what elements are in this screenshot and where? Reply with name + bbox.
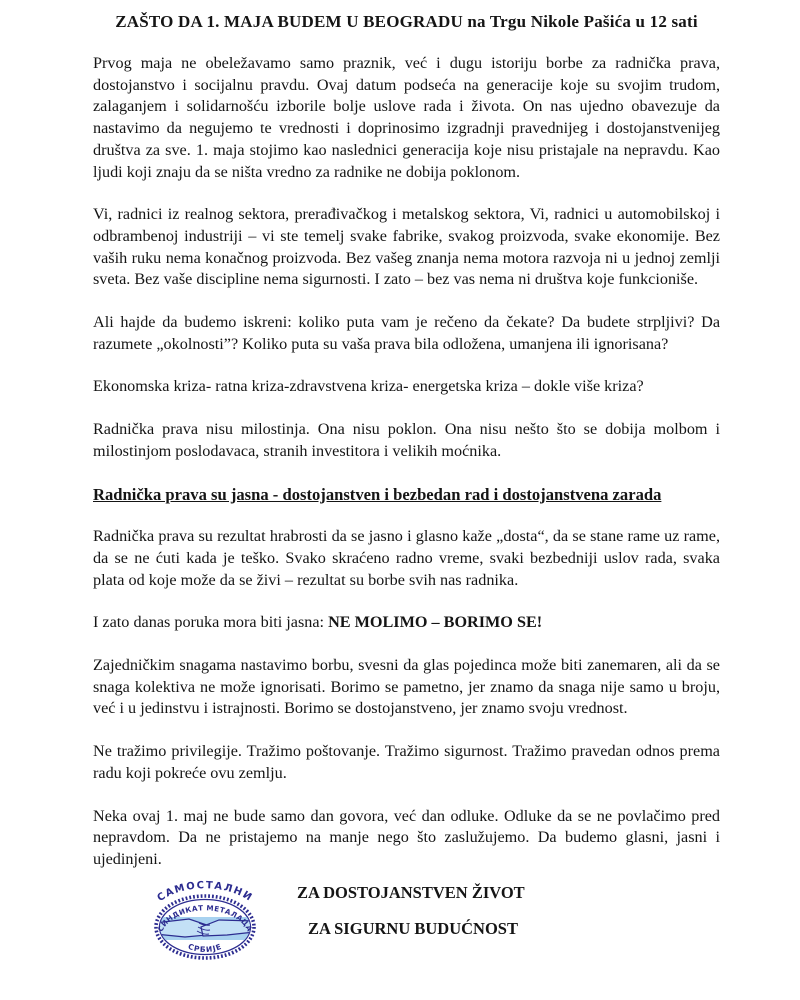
document-title: ZAŠTO DA 1. MAJA BUDEM U BEOGRADU na Trgu Nikole Pašića u 12 sati <box>115 12 698 31</box>
seal-text-middle: СИНДИКАТ МЕТАЛАЦА <box>155 902 255 933</box>
paragraph-rights-not-charity: Radnička prava nisu milostinja. Ona nisu poklon. Ona nisu nešto što se dobija molbom i milostinjom poslodavaca, stranih investitora i velikih moćnika. <box>93 420 720 460</box>
seal-text-top: САМОСТАЛНИ <box>155 879 255 904</box>
section-heading: Radnička prava su jasna - dostojanstven i bezbedan rad i dostojanstvena zarada <box>93 484 662 504</box>
paragraph-demands: Ne tražimo privilegije. Tražimo poštovanje. Tražimo sigurnost. Tražimo pravedan odnos prema radu koji pokreće ovu zemlju. <box>93 742 720 782</box>
union-seal-logo <box>143 875 267 961</box>
footer-slogan-future: ZA SIGURNU BUDUĆNOST <box>308 918 518 938</box>
paragraph-slogan-line <box>93 612 720 634</box>
slogan-emphasis: NE MOLIMO – BORIMO SE! <box>328 613 543 632</box>
footer-slogan-life: ZA DOSTOJANSTVEN ŽIVOT <box>297 882 525 902</box>
paragraph-workers: Vi, radnici iz realnog sektora, prerađivačkog i metalskog sektora, Vi, radnici u automobilskoj i odbrambenoj industriji – vi ste temelj svake fabrike, svakog proizvoda, svake ekonomije. Bez vaših ruku nema konačnog proizvoda. Bez vašeg znanja nema motora razvoja ni u jednoj zemlji sveta. Bez vaše discipline nema sigurnosti. I zato – bez vas nema ni društva koje funkcioniše. <box>93 205 720 289</box>
paragraph-decision: Neka ovaj 1. maj ne bude samo dan govora, već dan odluke. Odluke da se ne povlačimo pred nepravdom. Da ne pristajemo na manje nego što zaslužujemo. Da budemo glasni, jasni i ujedinjeni. <box>93 806 720 868</box>
paragraph-together: Zajedničkim snagama nastavimo borbu, svesni da glas pojedinca može biti zanemaren, ali da se snaga kolektiva ne može ignorisati. Borimo se pametno, jer znamo da snaga nije samo u broju, već i u jedinstvu i istrajnosti. Borimo se dostojanstveno, jer znamo svoju vrednost. <box>93 656 720 718</box>
paragraph-honest: Ali hajde da budemo iskreni: koliko puta vam je rečeno da čekate? Da budete strpljivi? Da razumete „okolnosti”? Koliko puta su vaša prava bila odložena, umanjena ili ignorisana? <box>93 313 720 353</box>
paragraph-crisis: Ekonomska kriza- ratna kriza-zdravstvena kriza- energetska kriza – dokle više kriza? <box>93 377 644 396</box>
paragraph-rights-result: Radnička prava su rezultat hrabrosti da se jasno i glasno kaže „dosta“, da se stane rame uz rame, da se ne ćuti kada je teško. Svako skraćeno radno vreme, svaki bezbedniji uslov rada, svaka plata od koje može da se živi – rezultat su borbe svih nas radnika. <box>93 527 720 589</box>
slogan-prefix: I zato danas poruka mora biti jasna: <box>93 613 329 632</box>
paragraph-intro: Prvog maja ne obeležavamo samo praznik, već i dugu istoriju borbe za radnička prava, dostojanstvo i socijalnu pravdu. Ovaj datum podseća na generacije koje su svojim trudom, zalaganjem i solidarnošću izborile bolje uslove rada i života. On nas ujedno obavezuje da nastavimo da negujemo te vrednosti i doprinosimo izgradnji pravednijeg i dostojanstvenijeg društva za sve. 1. maja stojimo kao naslednici generacija koje nisu pristajale na nepravdu. Kao ljudi koji znaju da se ništa vredno za radnike ne dobija poklonom. <box>93 54 720 181</box>
seal-text-bottom: СРБИЈЕ <box>186 941 224 954</box>
footer-slogans <box>297 875 525 938</box>
footer <box>143 875 720 961</box>
